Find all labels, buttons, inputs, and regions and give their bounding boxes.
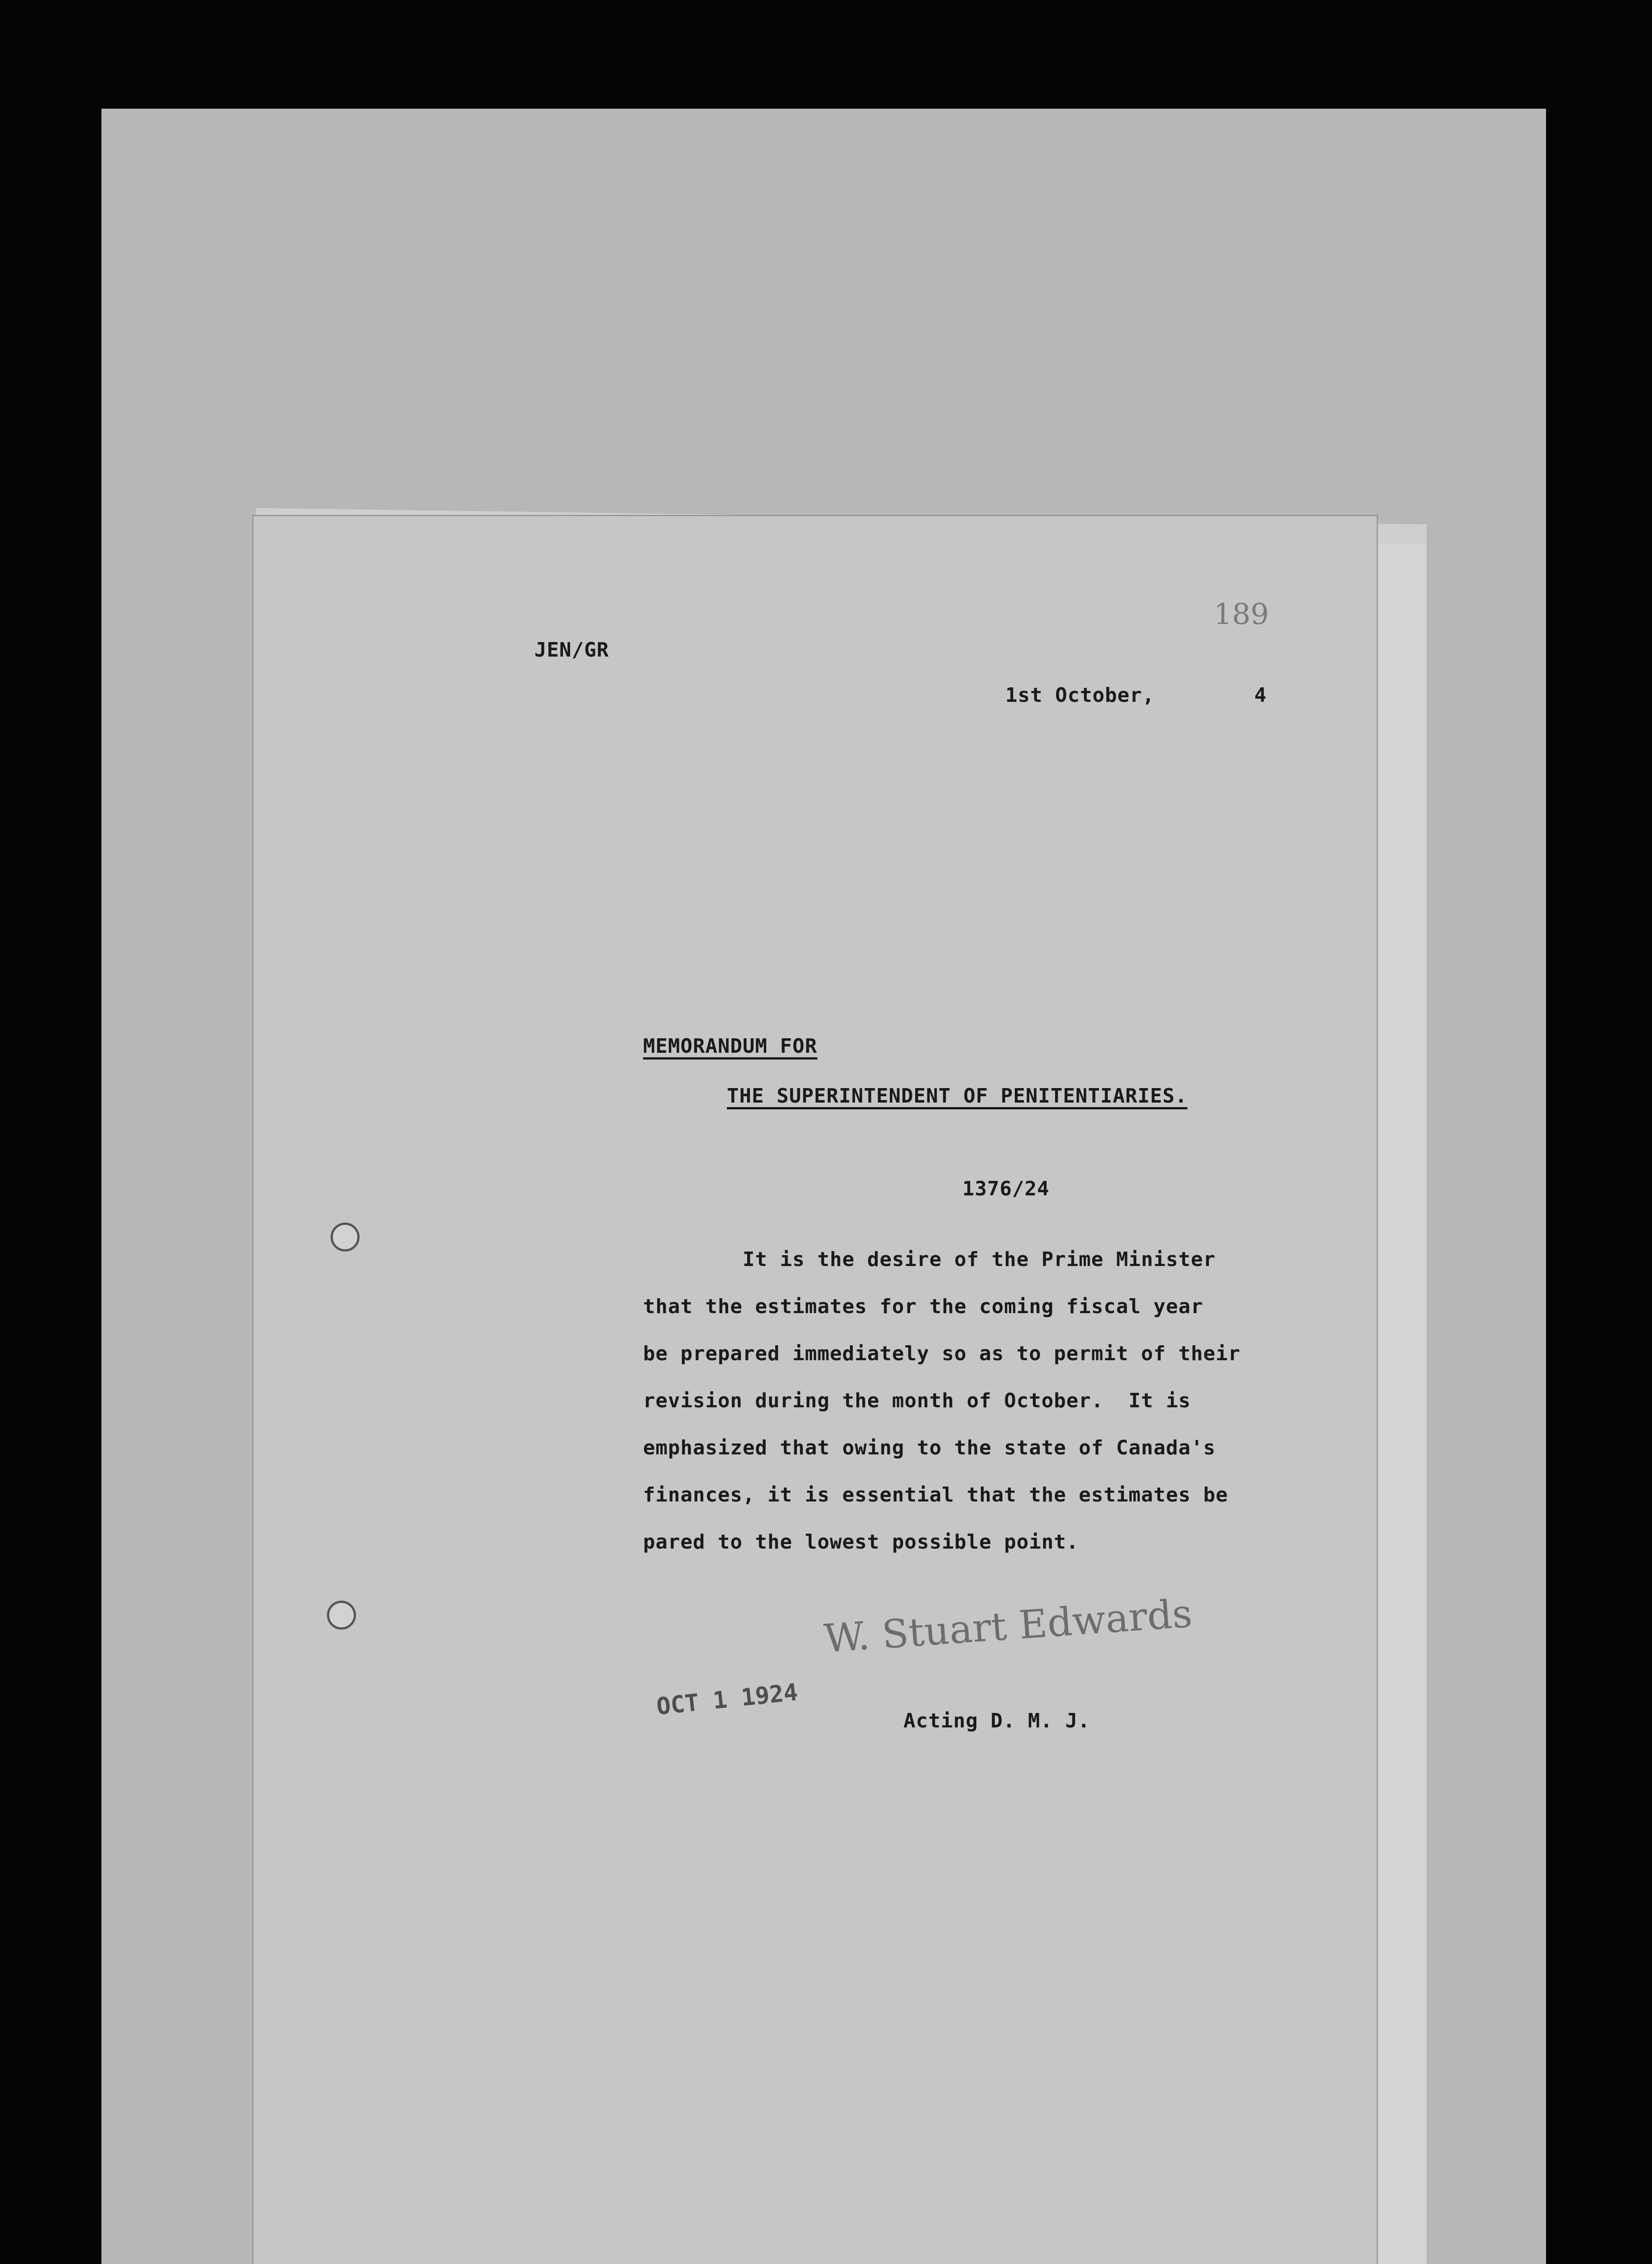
folio-number: 189 — [1214, 598, 1269, 631]
memo-heading-addressee-intro: MEMORANDUM FOR — [643, 1035, 817, 1058]
punch-hole-upper — [331, 1223, 360, 1252]
memo-body-line: emphasized that owing to the state of Canada's — [643, 1436, 1216, 1459]
signature-stamp: W. Stuart Edwards — [822, 1591, 1194, 1662]
memo-body — [643, 1236, 1377, 1566]
memo-body-line: revision during the month of October. It is — [643, 1389, 1191, 1412]
received-date-stamp: OCT 1 1924 — [655, 1679, 799, 1721]
memo-body-line: finances, it is essential that the estimates be — [643, 1483, 1229, 1506]
memo-date: 1st October, 4 — [1005, 684, 1267, 707]
memo-body-line: be prepared immediately so as to permit of their — [643, 1342, 1241, 1365]
signatory-title: Acting D. M. J. — [903, 1709, 1090, 1732]
reference-initials: JEN/GR — [534, 638, 609, 662]
punch-hole-lower — [327, 1601, 356, 1630]
memo-body-line: It is the desire of the Prime Minister — [643, 1248, 1216, 1271]
memo-heading-addressee: THE SUPERINTENDENT OF PENITENTIARIES. — [727, 1084, 1188, 1108]
memo-body-line: that the estimates for the coming fiscal year — [643, 1295, 1204, 1318]
memo-body-line: pared to the lowest possible point. — [643, 1530, 1079, 1554]
file-number: 1376/24 — [962, 1177, 1050, 1200]
